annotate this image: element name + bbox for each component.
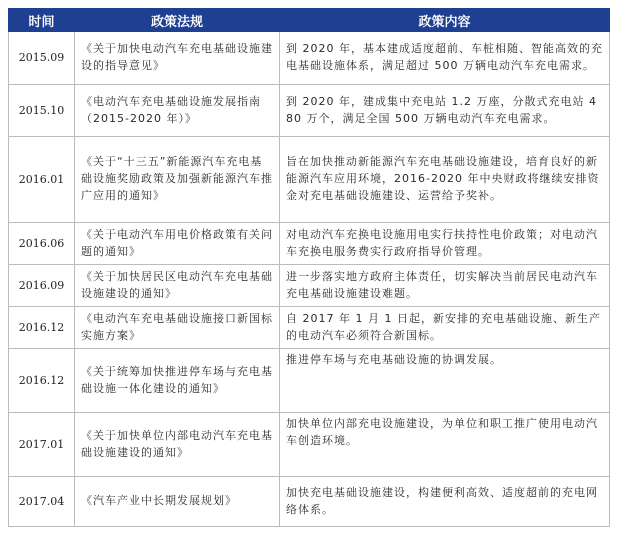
cell-law: 《关于加快单位内部电动汽车充电基础设施建设的通知》 bbox=[75, 412, 280, 476]
cell-content: 到 2020 年，基本建成适度超前、车桩相随、智能高效的充电基础设施体系，满足超过 500 万辆电动汽车充电需求。 bbox=[280, 32, 610, 84]
table-row bbox=[9, 32, 610, 84]
cell-content: 推进停车场与充电基础设施的协调发展。 bbox=[280, 348, 610, 412]
cell-time: 2016.06 bbox=[9, 222, 75, 264]
table-row bbox=[9, 476, 610, 526]
cell-time: 2015.09 bbox=[9, 32, 75, 84]
cell-time: 2017.01 bbox=[9, 412, 75, 476]
header-content: 政策内容 bbox=[280, 8, 610, 32]
cell-law: 《关于“十三五”新能源汽车充电基础设施奖励政策及加强新能源汽车推广应用的通知》 bbox=[75, 136, 280, 222]
table-row bbox=[9, 222, 610, 264]
cell-time: 2015.10 bbox=[9, 84, 75, 136]
cell-content: 旨在加快推动新能源汽车充电基础设施建设，培育良好的新能源汽车应用环境，2016-2020 年中央财政将继续安排资金对充电基础设施建设、运营给予奖补。 bbox=[280, 136, 610, 222]
policy-table-container bbox=[8, 8, 609, 527]
cell-time: 2016.09 bbox=[9, 264, 75, 306]
table-row bbox=[9, 348, 610, 412]
cell-law: 《关于加快电动汽车充电基础设施建设的指导意见》 bbox=[75, 32, 280, 84]
table-row bbox=[9, 264, 610, 306]
cell-law: 《汽车产业中长期发展规划》 bbox=[75, 476, 280, 526]
cell-law: 《电动汽车充电基础设施发展指南（2015-2020 年）》 bbox=[75, 84, 280, 136]
cell-time: 2017.04 bbox=[9, 476, 75, 526]
cell-law: 《电动汽车充电基础设施接口新国标实施方案》 bbox=[75, 306, 280, 348]
table-row bbox=[9, 306, 610, 348]
cell-content: 自 2017 年 1 月 1 日起，新安排的充电基础设施、新生产的电动汽车必须符合新国标。 bbox=[280, 306, 610, 348]
cell-law: 《关于统筹加快推进停车场与充电基础设施一体化建设的通知》 bbox=[75, 348, 280, 412]
cell-time: 2016.12 bbox=[9, 348, 75, 412]
table-row bbox=[9, 84, 610, 136]
cell-time: 2016.01 bbox=[9, 136, 75, 222]
header-time: 时间 bbox=[9, 8, 75, 32]
cell-content: 对电动汽车充换电设施用电实行扶持性电价政策；对电动汽车充换电服务费实行政府指导价管理。 bbox=[280, 222, 610, 264]
header-row bbox=[9, 8, 610, 32]
cell-content: 加快充电基础设施建设，构建便利高效、适度超前的充电网络体系。 bbox=[280, 476, 610, 526]
cell-law: 《关于电动汽车用电价格政策有关问题的通知》 bbox=[75, 222, 280, 264]
cell-content: 进一步落实地方政府主体责任，切实解决当前居民电动汽车充电基础设施建设难题。 bbox=[280, 264, 610, 306]
cell-law: 《关于加快居民区电动汽车充电基础设施建设的通知》 bbox=[75, 264, 280, 306]
table-row bbox=[9, 136, 610, 222]
cell-content: 到 2020 年，建成集中充电站 1.2 万座，分散式充电站 480 万个，满足全国 500 万辆电动汽车充电需求。 bbox=[280, 84, 610, 136]
cell-time: 2016.12 bbox=[9, 306, 75, 348]
policy-table bbox=[8, 8, 610, 527]
table-row bbox=[9, 412, 610, 476]
cell-content: 加快单位内部充电设施建设，为单位和职工推广使用电动汽车创造环境。 bbox=[280, 412, 610, 476]
header-law: 政策法规 bbox=[75, 8, 280, 32]
